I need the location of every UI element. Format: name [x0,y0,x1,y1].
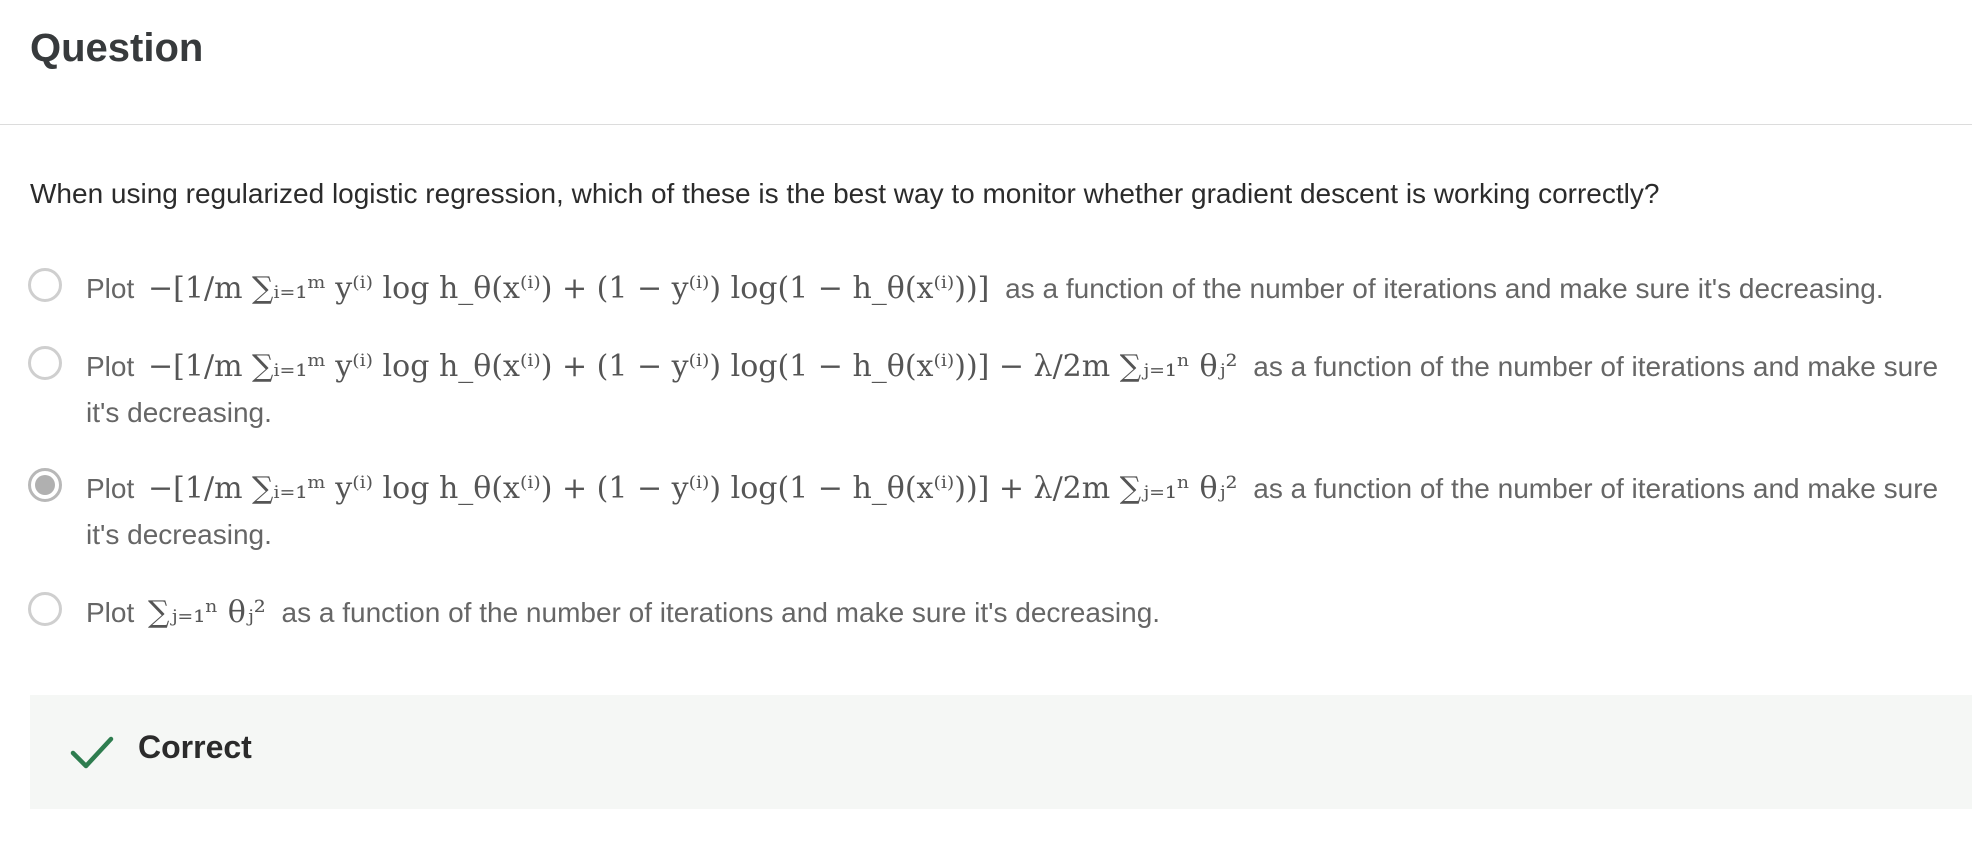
feedback-box [30,695,1972,809]
plot-word: Plot [86,473,135,504]
answer-option-2[interactable] [28,344,1966,436]
plot-word: Plot [86,273,135,304]
cost-formula: −[1/m ∑ᵢ₌₁ᵐ y⁽ⁱ⁾ log h_θ(x⁽ⁱ⁾) + (1 − y⁽ⁱ⁾) log(1 − h_θ(x⁽ⁱ⁾))] + λ/2m ∑ⱼ₌₁ⁿ θⱼ² [148,471,1238,506]
radio-button-selected[interactable] [28,468,62,502]
cost-formula: −[1/m ∑ᵢ₌₁ᵐ y⁽ⁱ⁾ log h_θ(x⁽ⁱ⁾) + (1 − y⁽ⁱ⁾) log(1 − h_θ(x⁽ⁱ⁾))] − λ/2m ∑ⱼ₌₁ⁿ θⱼ² [148,349,1238,384]
cost-formula: ∑ⱼ₌₁ⁿ θⱼ² [148,595,266,630]
page-title: Question [30,26,204,70]
radio-dot-icon [35,475,55,495]
option-text [86,344,1966,436]
radio-button[interactable] [28,592,62,626]
option-text [86,590,1966,636]
option-text [86,466,1966,558]
answer-option-1[interactable] [28,266,1966,312]
radio-button[interactable] [28,346,62,380]
option-description: as a function of the number of iterations and make sure it's decreasing. [86,473,1939,550]
question-prompt: When using regularized logistic regression, which of these is the best way to monitor whether gradient descent is working correctly? [30,178,1660,209]
option-description: as a function of the number of iterations and make sure it's decreasing. [86,351,1939,428]
checkmark-icon [70,731,114,775]
plot-word: Plot [86,597,135,628]
question-header [0,0,1972,125]
answer-option-4[interactable] [28,590,1966,636]
answer-option-3[interactable] [28,466,1966,558]
cost-formula: −[1/m ∑ᵢ₌₁ᵐ y⁽ⁱ⁾ log h_θ(x⁽ⁱ⁾) + (1 − y⁽ⁱ⁾) log(1 − h_θ(x⁽ⁱ⁾))] [148,271,990,306]
option-description: as a function of the number of iterations and make sure it's decreasing. [1005,273,1884,304]
feedback-label: Correct [138,729,252,765]
option-description: as a function of the number of iterations and make sure it's decreasing. [281,597,1161,628]
plot-word: Plot [86,351,135,382]
radio-button[interactable] [28,268,62,302]
option-text [86,266,1966,312]
